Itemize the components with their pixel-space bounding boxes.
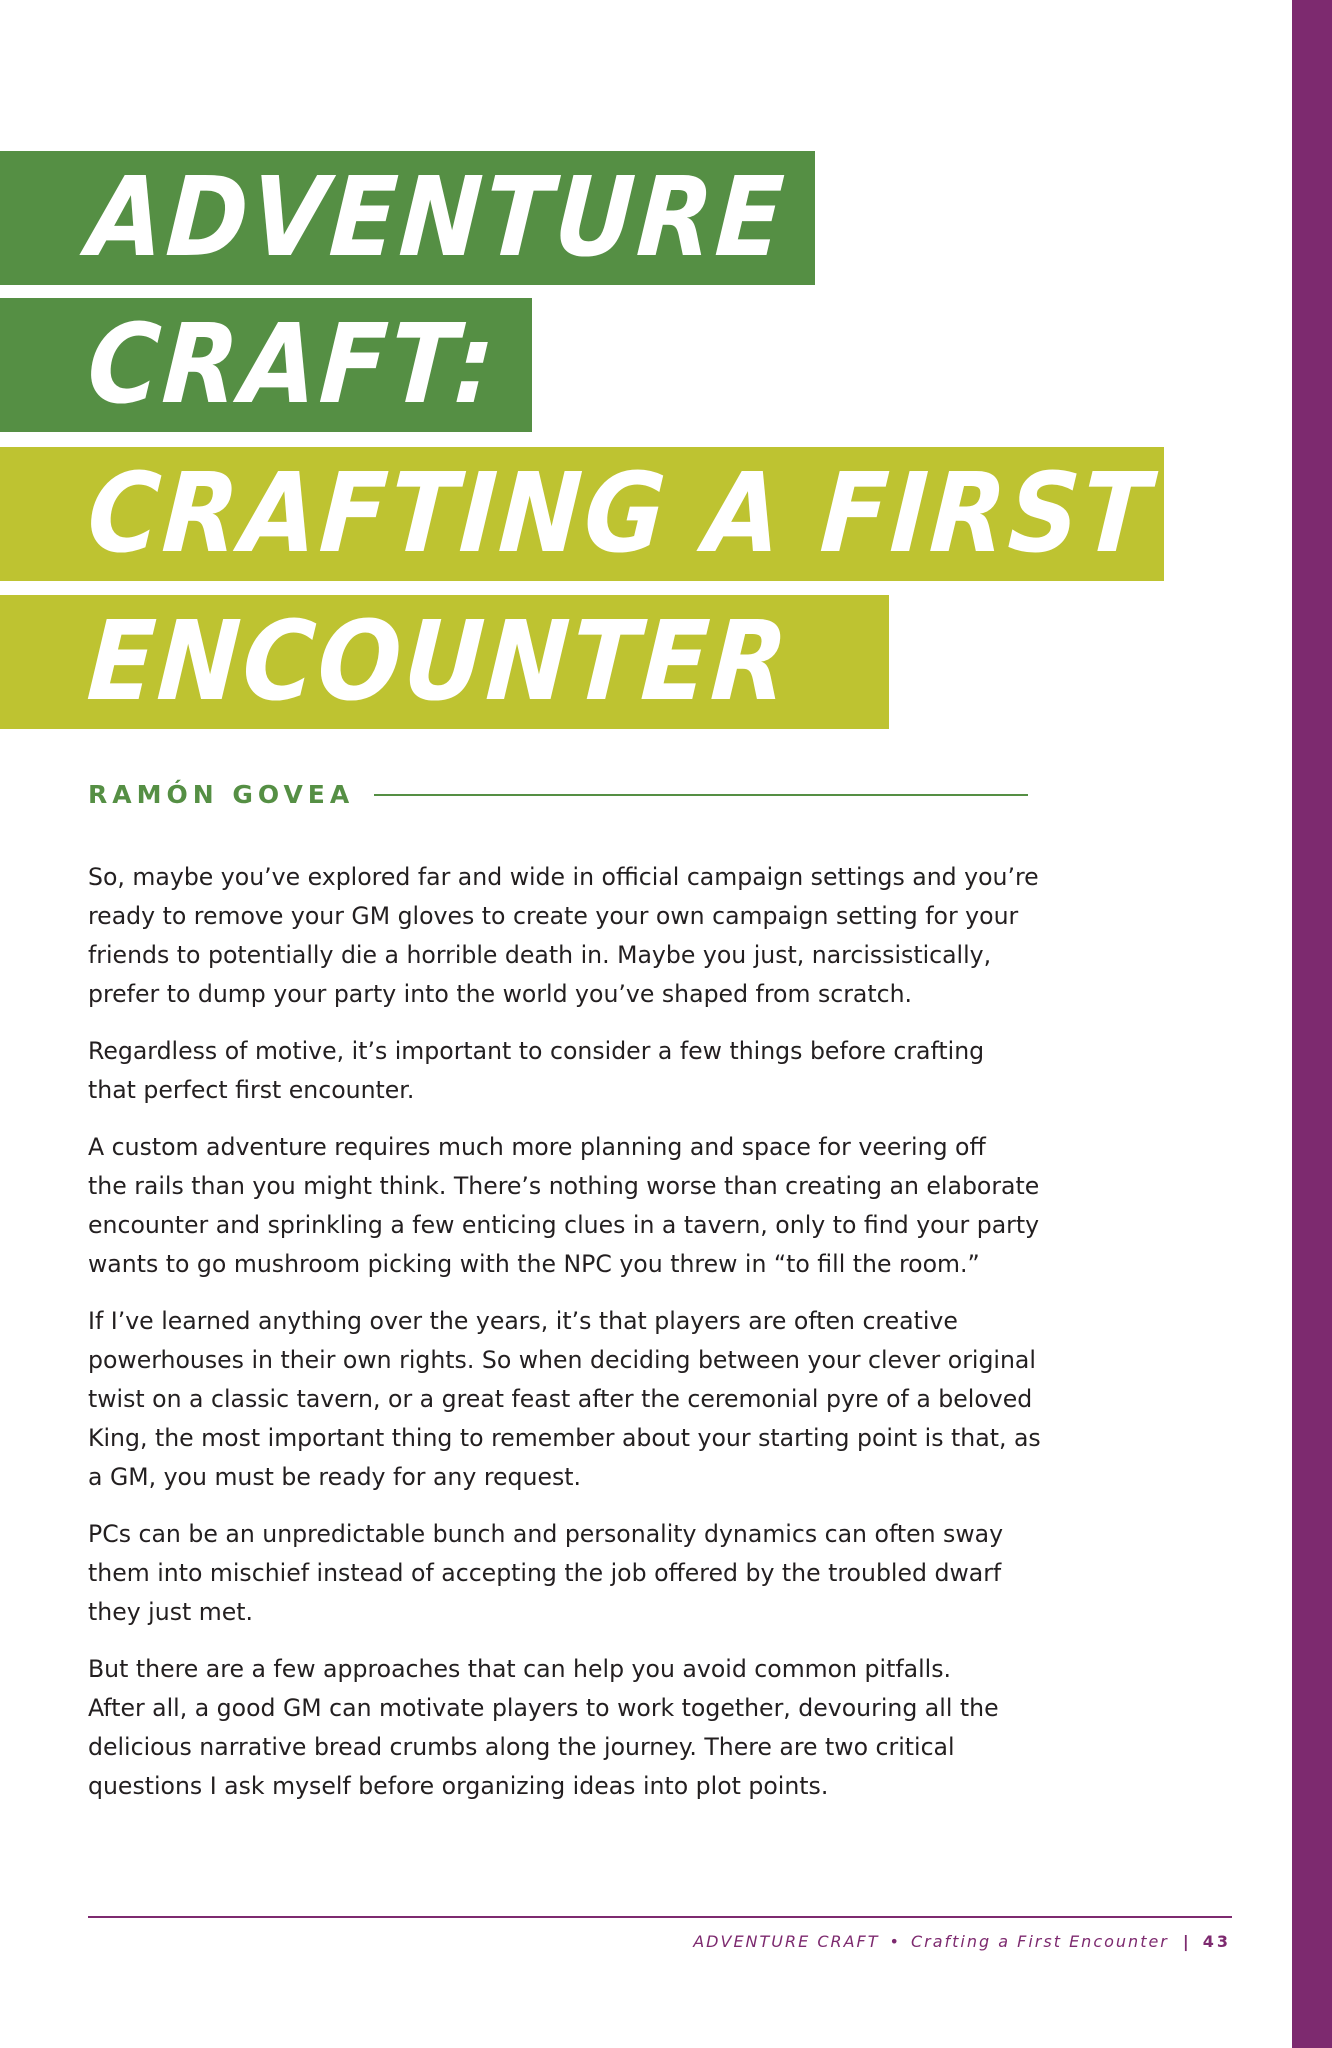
paragraph: But there are a few approaches that can help you avoid common pitfalls. After all, a good GM can motivate players to work together, devouring all the delicious narrative bread crumbs along the journey. There are two critical questions I ask myself before organizing ideas into plot points. xyxy=(88,1655,999,1800)
title-line-4: ENCOUNTER xyxy=(84,598,795,726)
title-band-2 xyxy=(0,298,532,432)
title-band-1 xyxy=(0,151,815,285)
title-line-2: CRAFT: xyxy=(84,301,501,429)
paragraph: If I’ve learned anything over the years, it’s that players are often creative powerhouses in their own rights. So when deciding between your clever original twist on a classic tavern, or a great feast after the ceremonial pyre of a beloved King, the most important thing to remember about your starting point is that, as a GM, you must be ready for any request. xyxy=(88,1307,1041,1491)
paragraph: A custom adventure requires much more planning and space for veering off the rails than you might think. There’s nothing worse than creating an elaborate encounter and sprinkling a few enticing clues in a tavern, only to find your party wants to go mushroom picking with the NPC you threw in “to fill the room.” xyxy=(88,1133,1040,1278)
paragraph: So, maybe you’ve explored far and wide in official campaign settings and you’re ready to remove your GM gloves to create your own campaign setting for your friends to potentially die a horrible death in. Maybe you just, narcissistically, prefer to dump your party into the world you’ve shaped from scratch. xyxy=(88,863,1039,1008)
byline xyxy=(88,780,1028,809)
title-line-1: ADVENTURE xyxy=(84,154,790,282)
footer-separator: • xyxy=(889,1932,901,1951)
running-footer xyxy=(693,1932,1231,1951)
footer-rule xyxy=(88,1916,1232,1918)
footer-section: ADVENTURE CRAFT xyxy=(693,1932,880,1951)
author-name: RAMÓN GOVEA xyxy=(88,780,355,809)
paragraph: Regardless of motive, it’s important to consider a few things before crafting that perfect first encounter. xyxy=(88,1037,985,1104)
page-number: 43 xyxy=(1202,1932,1231,1951)
paragraph: PCs can be an unpredictable bunch and personality dynamics can often sway them into mischief instead of accepting the job offered by the troubled dwarf they just met. xyxy=(88,1520,1004,1626)
footer-chapter: Crafting a First Encounter xyxy=(910,1932,1169,1951)
footer-divider: | xyxy=(1182,1932,1191,1951)
side-color-bar xyxy=(1292,0,1332,2048)
byline-rule xyxy=(374,794,1028,796)
title-line-3: CRAFTING A FIRST xyxy=(84,450,1157,578)
article-body xyxy=(88,858,1048,1824)
title-band-3 xyxy=(0,447,1164,581)
title-band-4 xyxy=(0,595,889,729)
